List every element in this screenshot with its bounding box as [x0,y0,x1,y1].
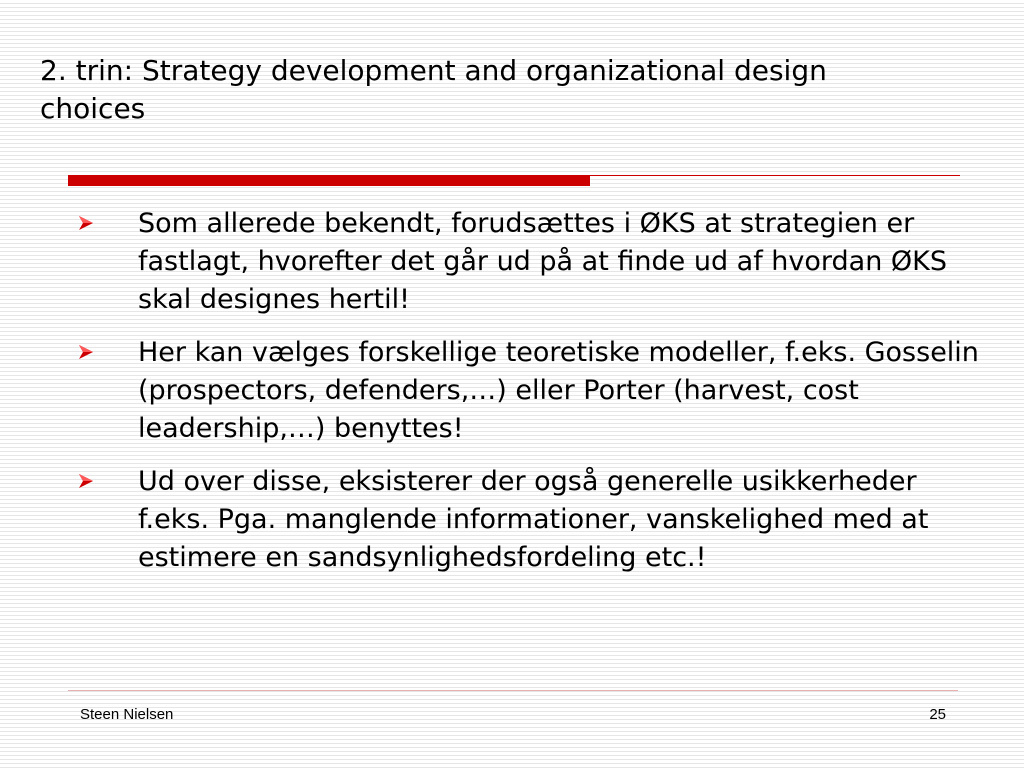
arrow-bullet-icon [70,205,138,231]
title-divider-thick [68,175,590,186]
bullet-text: Som allerede bekendt, forudsættes i ØKS at strategien er fastlagt, hvorefter det går ud på at finde ud af hvordan ØKS skal designes hertil! [138,208,948,315]
bullet-text: Her kan vælges forskellige teoretiske modeller, f.eks. Gosselin (prospectors, defenders,…) eller Porter (harvest, cost leadership,…) benyttes! [138,337,979,444]
bullet-list [70,205,980,592]
arrow-bullet-icon [70,463,138,489]
footer-divider [68,690,958,691]
bullet-item [70,334,980,448]
bullet-item [70,463,980,577]
arrow-bullet-icon [70,334,138,360]
bullet-text: Ud over disse, eksisterer der også generelle usikkerheder f.eks. Pga. manglende informationer, vanskelighed med at estimere en sandsynlighedsfordeling etc.! [138,466,929,573]
slide-title: 2. trin: Strategy development and organizational design choices [40,54,827,125]
footer-author: Steen Nielsen [80,706,174,723]
page-number: 25 [929,706,946,723]
bullet-item [70,205,980,319]
